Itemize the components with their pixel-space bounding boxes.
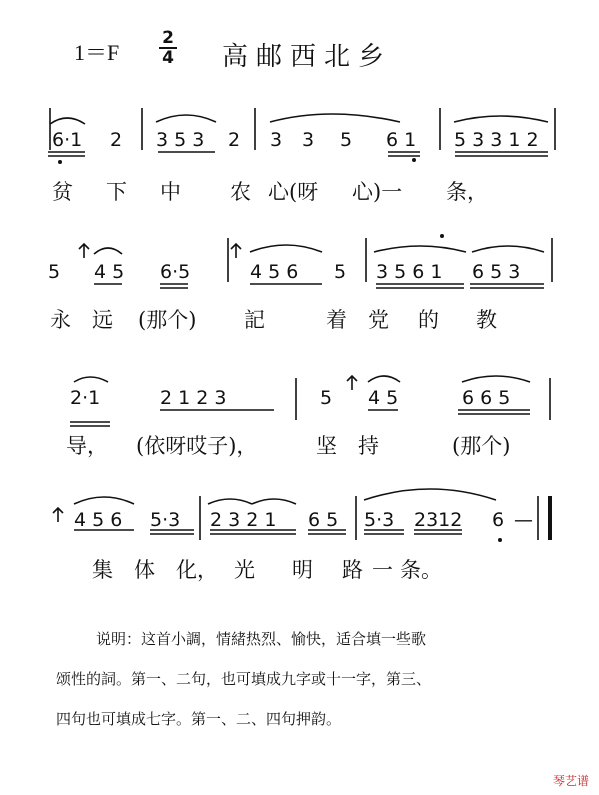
song-title: 高邮西北乡 (222, 42, 393, 72)
lyrics-line-4 (0, 554, 599, 580)
lyric: 条。 (400, 558, 442, 582)
lyric: 教 (476, 308, 497, 332)
lyric: 持 (358, 434, 379, 458)
note-group: 3 5 6 1 (376, 261, 443, 283)
lyric: 永 (50, 308, 71, 332)
lyric: 集 (92, 558, 113, 582)
lyric: 贫 (52, 180, 73, 204)
note-group: 6·1 (52, 129, 83, 151)
lyric: 一 (372, 558, 393, 582)
lyric: (那个) (138, 308, 197, 332)
note-group: 6 (492, 509, 505, 531)
lyrics-line-1 (0, 176, 599, 202)
lyrics-line-3 (0, 430, 599, 456)
lyric: 路 (342, 558, 363, 582)
note-group: 4 5 6 (74, 509, 123, 531)
lyric: 下 (106, 180, 127, 204)
note-group: 5 (340, 129, 353, 151)
note-group: 2312 (414, 509, 463, 531)
note-group: 2 (228, 129, 241, 151)
lyric: 党 (368, 308, 389, 332)
lyric: 的 (418, 308, 439, 332)
lyric: 心(呀 (268, 180, 319, 204)
lyric: 导， (66, 434, 108, 458)
note-group: 5·3 (150, 509, 181, 531)
note-group: 2 3 2 1 (210, 509, 277, 531)
explanation-line-3: 四句也可填成七字。第一、二、四句押韵。 (56, 710, 342, 728)
lyric: 坚 (316, 434, 337, 458)
note-group: 5 (320, 387, 333, 409)
note-group: 6 5 3 (472, 261, 521, 283)
explanation-line-2: 颂性的詞。第一、二句，也可填成九字或十一字，第三、 (56, 670, 432, 688)
note-group: 2 (110, 129, 123, 151)
lyric: (依呀哎子)， (136, 434, 258, 458)
note-group: 5·3 (364, 509, 395, 531)
time-numerator: 2 (162, 28, 174, 48)
lyric: 条， (446, 180, 488, 204)
time-denominator: 4 (162, 48, 174, 68)
note-group: 3 5 3 (156, 129, 205, 151)
note-group: 6 1 (386, 129, 417, 151)
note-group: 3 (302, 129, 315, 151)
lyric: 心)一 (352, 180, 403, 204)
lyric: 明 (292, 558, 313, 582)
note-group: 4 5 (368, 387, 399, 409)
note-group: — (514, 509, 533, 531)
lyric: 光 (234, 558, 255, 582)
watermark-logo: 琴艺谱 (552, 774, 589, 788)
lyric: 着 (326, 308, 347, 332)
note-group: 2·1 (70, 387, 101, 409)
note-group: 5 (334, 261, 347, 283)
note-group: 3 (270, 129, 283, 151)
note-group: 6 5 (308, 509, 339, 531)
note-group: 6·5 (160, 261, 191, 283)
note-group: 6 6 5 (462, 387, 511, 409)
note-group: 5 (48, 261, 61, 283)
lyric: 农 (230, 180, 251, 204)
lyrics-line-2 (0, 304, 599, 330)
note-group: 2 1 2 3 (160, 387, 227, 409)
note-group: 4 5 (94, 261, 125, 283)
note-group: 4 5 6 (250, 261, 299, 283)
lyric: 化， (176, 558, 218, 582)
explanation-line-1: 说明：这首小調，情緒热烈、愉快，适合填一些歌 (96, 630, 427, 648)
lyric: 体 (134, 558, 155, 582)
lyric: 中 (160, 180, 181, 204)
note-group: 5 3 3 1 2 (454, 129, 539, 151)
lyric: 記 (244, 308, 265, 332)
lyric: (那个) (452, 434, 511, 458)
key-signature: 1＝F (74, 40, 120, 65)
lyric: 远 (92, 308, 113, 332)
